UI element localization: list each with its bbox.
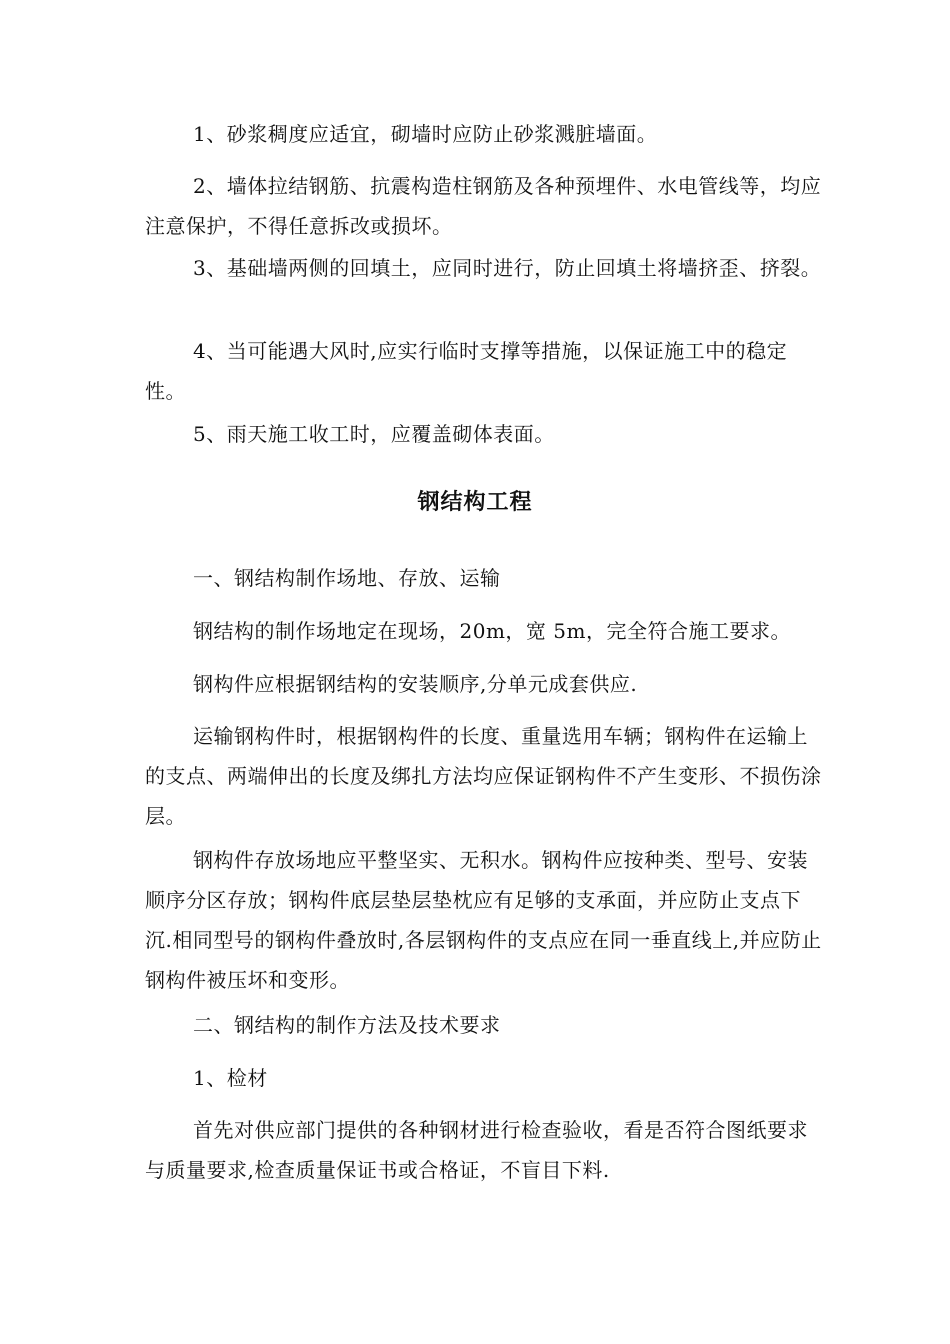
subsection-heading: 1、检材 (193, 1066, 268, 1090)
list-item: 3、基础墙两侧的回填土，应同时进行，防止回填土将墙挤歪、挤裂。 (193, 256, 822, 280)
section-heading: 二、钢结构的制作方法及技术要求 (193, 1013, 501, 1037)
paragraph: 运输钢构件时，根据钢构件的长度、重量选用车辆；钢构件在运输上的支点、两端伸出的长度及绑扎方法均应保证钢构件不产生变形、不损伤涂层。 (145, 724, 822, 828)
paragraph: 钢结构的制作场地定在现场，20m，宽 5m，完全符合施工要求。 (193, 619, 791, 643)
paragraph: 钢构件存放场地应平整坚实、无积水。钢构件应按种类、型号、安装顺序分区存放；钢构件底层垫层垫枕应有足够的支承面，并应防止支点下沉.相同型号的钢构件叠放时,各层钢构件的支点应在同一垂直线上,并应防止钢构件被压坏和变形。 (145, 848, 822, 992)
list-item: 2、墙体拉结钢筋、抗震构造柱钢筋及各种预埋件、水电管线等，均应注意保护，不得任意拆改或损坏。 (145, 174, 822, 238)
list-item: 5、雨天施工收工时，应覆盖砌体表面。 (193, 422, 555, 446)
paragraph: 首先对供应部门提供的各种钢材进行检查验收，看是否符合图纸要求与质量要求,检查质量保证书或合格证，不盲目下料. (145, 1118, 808, 1182)
list-item: 1、砂浆稠度应适宜，砌墙时应防止砂浆溅脏墙面。 (193, 122, 658, 146)
list-item: 4、当可能遇大风时,应实行临时支撑等措施，以保证施工中的稳定性。 (145, 339, 788, 403)
section-title: 钢结构工程 (417, 489, 533, 515)
section-heading: 一、钢结构制作场地、存放、运输 (193, 566, 501, 590)
paragraph: 钢构件应根据钢结构的安装顺序,分单元成套供应. (193, 672, 638, 696)
